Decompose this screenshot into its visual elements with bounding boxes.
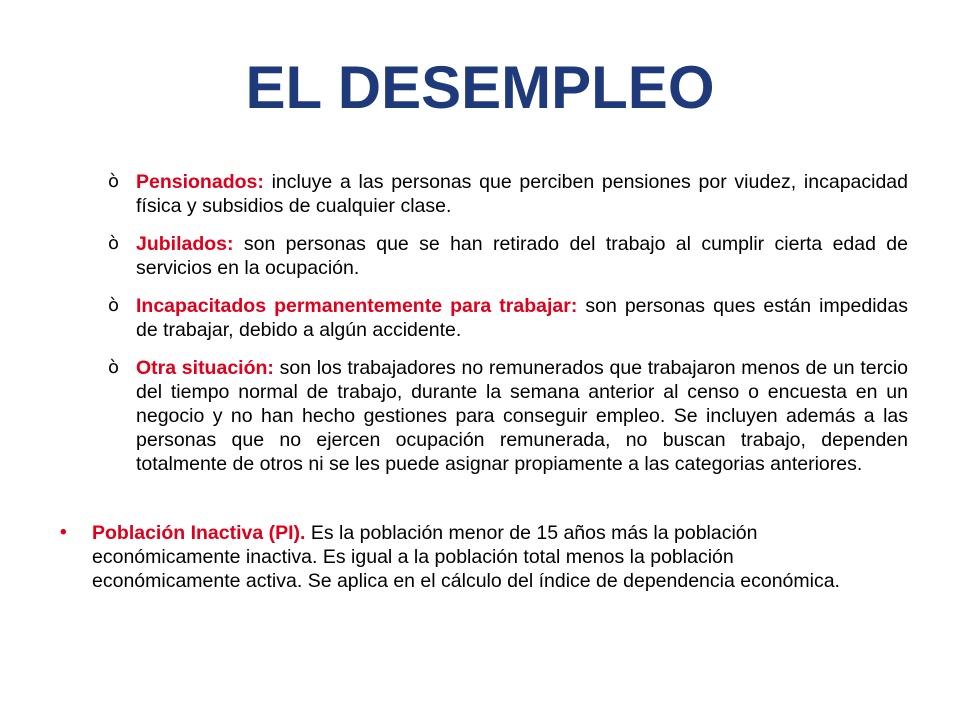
down-arrow-icon: ò xyxy=(108,171,120,192)
sub-bullet-list xyxy=(108,170,908,490)
down-arrow-icon: ò xyxy=(108,233,120,254)
term-label: Pensionados: xyxy=(136,171,264,193)
item-text: son personas ques están impedidas de trabajar, debido a algún accidente. xyxy=(136,295,908,341)
slide-title: EL DESEMPLEO xyxy=(245,54,715,121)
term-label: Otra situación: xyxy=(136,357,274,379)
term-label: Jubilados: xyxy=(136,233,234,255)
term-label: Incapacitados permanentemente para trabajar: xyxy=(136,295,578,317)
list-item-incapacitados xyxy=(108,294,908,342)
list-item-jubilados xyxy=(108,232,908,280)
main-bullet-list xyxy=(60,521,850,593)
list-item-poblacion-inactiva xyxy=(60,521,850,593)
item-text: son los trabajadores no remunerados que trabajaron menos de un tercio del tiempo normal de trabajo, durante la semana anterior al censo o encuesta en un negocio y no han hecho gestiones para conseguir empleo. Se incluyen además a las personas que no ejercen ocupación remunerada, no buscan trabajo, dependen totalmente de otros ni se les puede asignar propiamente a las categorias anteriores. xyxy=(136,357,908,475)
item-text: son personas que se han retirado del trabajo al cumplir cierta edad de servicios en la ocupación. xyxy=(136,233,908,279)
down-arrow-icon: ò xyxy=(108,295,120,316)
item-text: incluye a las personas que perciben pensiones por viudez, incapacidad física y subsidios de cualquier clase. xyxy=(136,171,908,217)
term-label: Población Inactiva (PI). xyxy=(92,522,306,544)
bullet-dot-icon: • xyxy=(60,522,67,543)
down-arrow-icon: ò xyxy=(108,357,120,378)
list-item-pensionados xyxy=(108,170,908,218)
item-text: Es la población menor de 15 años más la población económicamente inactiva. Es igual a la población total menos la población económicamente activa. Se aplica en el cálculo del índice de dependencia económica. xyxy=(92,522,840,592)
list-item-otra-situacion xyxy=(108,356,908,476)
